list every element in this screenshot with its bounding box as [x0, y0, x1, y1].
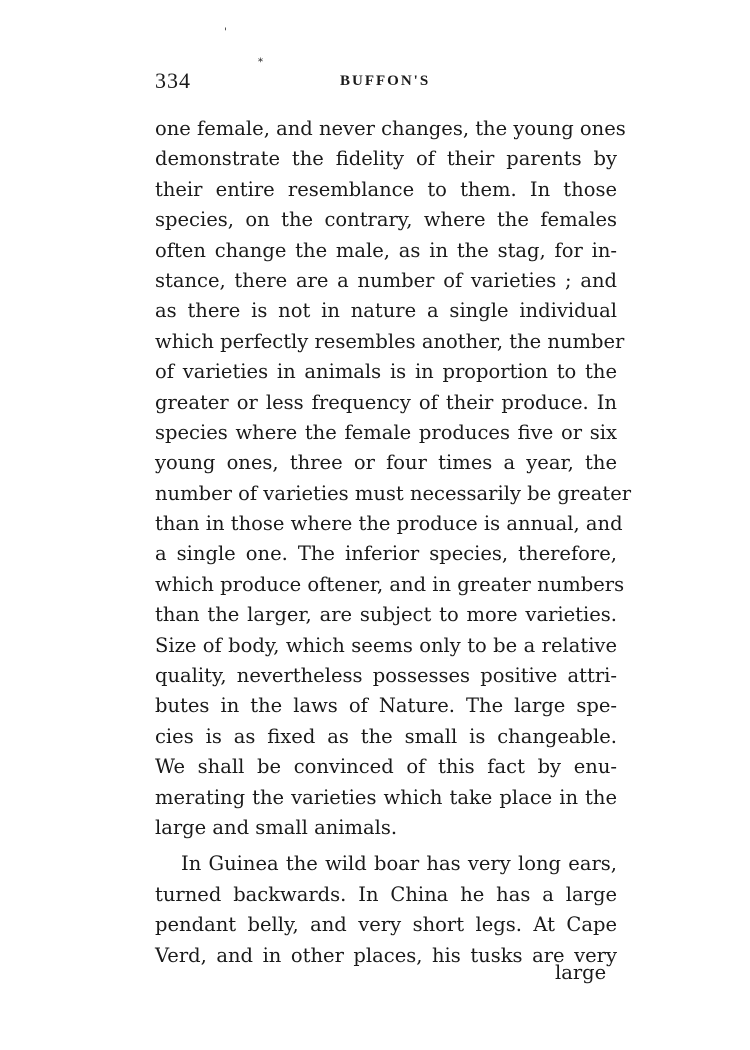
catchword: large — [555, 961, 607, 984]
text-line: Size of body, which seems only to be a relative — [155, 633, 617, 657]
text-line: their entire resemblance to them. In those — [155, 177, 617, 201]
text-line: of varieties in animals is in proportion to the — [155, 360, 617, 384]
text-line: which perfectly resembles another, the number — [155, 329, 625, 353]
text-line: In Guinea the wild boar has very long ears, — [181, 852, 617, 876]
text-line: We shall be convinced of this fact by enu- — [155, 755, 617, 779]
text-line: quality, nevertheless possesses positive attri- — [155, 664, 617, 688]
ink-speck: * — [258, 57, 263, 68]
paragraph — [155, 114, 632, 843]
text-line: stance, there are a number of varieties ; and — [155, 268, 617, 292]
text-line: which produce oftener, and in greater numbers — [155, 572, 625, 596]
text-line: butes in the laws of Nature. The large spe- — [155, 694, 617, 718]
text-line: greater or less frequency of their produce. In — [155, 390, 617, 414]
text-line: demonstrate the fidelity of their parents by — [155, 147, 617, 171]
paragraph — [155, 849, 617, 971]
text-line: merating the varieties which take place in the — [155, 785, 617, 809]
text-line: often change the male, as in the stag, for in- — [155, 238, 617, 262]
text-line: species where the female produces five or six — [155, 420, 617, 444]
text-line: cies is as fixed as the small is changeable. — [155, 724, 617, 748]
ink-speck: ' — [224, 27, 227, 38]
running-head: BUFFON'S — [340, 73, 431, 89]
text-line: a single one. The inferior species, therefore, — [155, 542, 617, 566]
text-line: Verd, and in other places, his tusks are very — [155, 943, 617, 967]
body-text — [155, 114, 632, 971]
text-line: than in those where the produce is annual, and — [155, 512, 623, 536]
page-number: 334 — [155, 68, 191, 93]
text-line: turned backwards. In China he has a large — [155, 882, 617, 906]
text-line: as there is not in nature a single individual — [155, 299, 617, 323]
text-line: one female, and never changes, the young ones — [155, 117, 626, 140]
text-line: than the larger, are subject to more varieties. — [155, 603, 617, 627]
text-line: young ones, three or four times a year, the — [155, 451, 617, 475]
text-line: species, on the contrary, where the females — [155, 208, 617, 232]
text-line: large and small animals. — [155, 815, 398, 839]
page-header — [155, 68, 575, 94]
text-line: pendant belly, and very short legs. At Cape — [155, 913, 617, 937]
text-line: number of varieties must necessarily be greater — [155, 481, 632, 505]
